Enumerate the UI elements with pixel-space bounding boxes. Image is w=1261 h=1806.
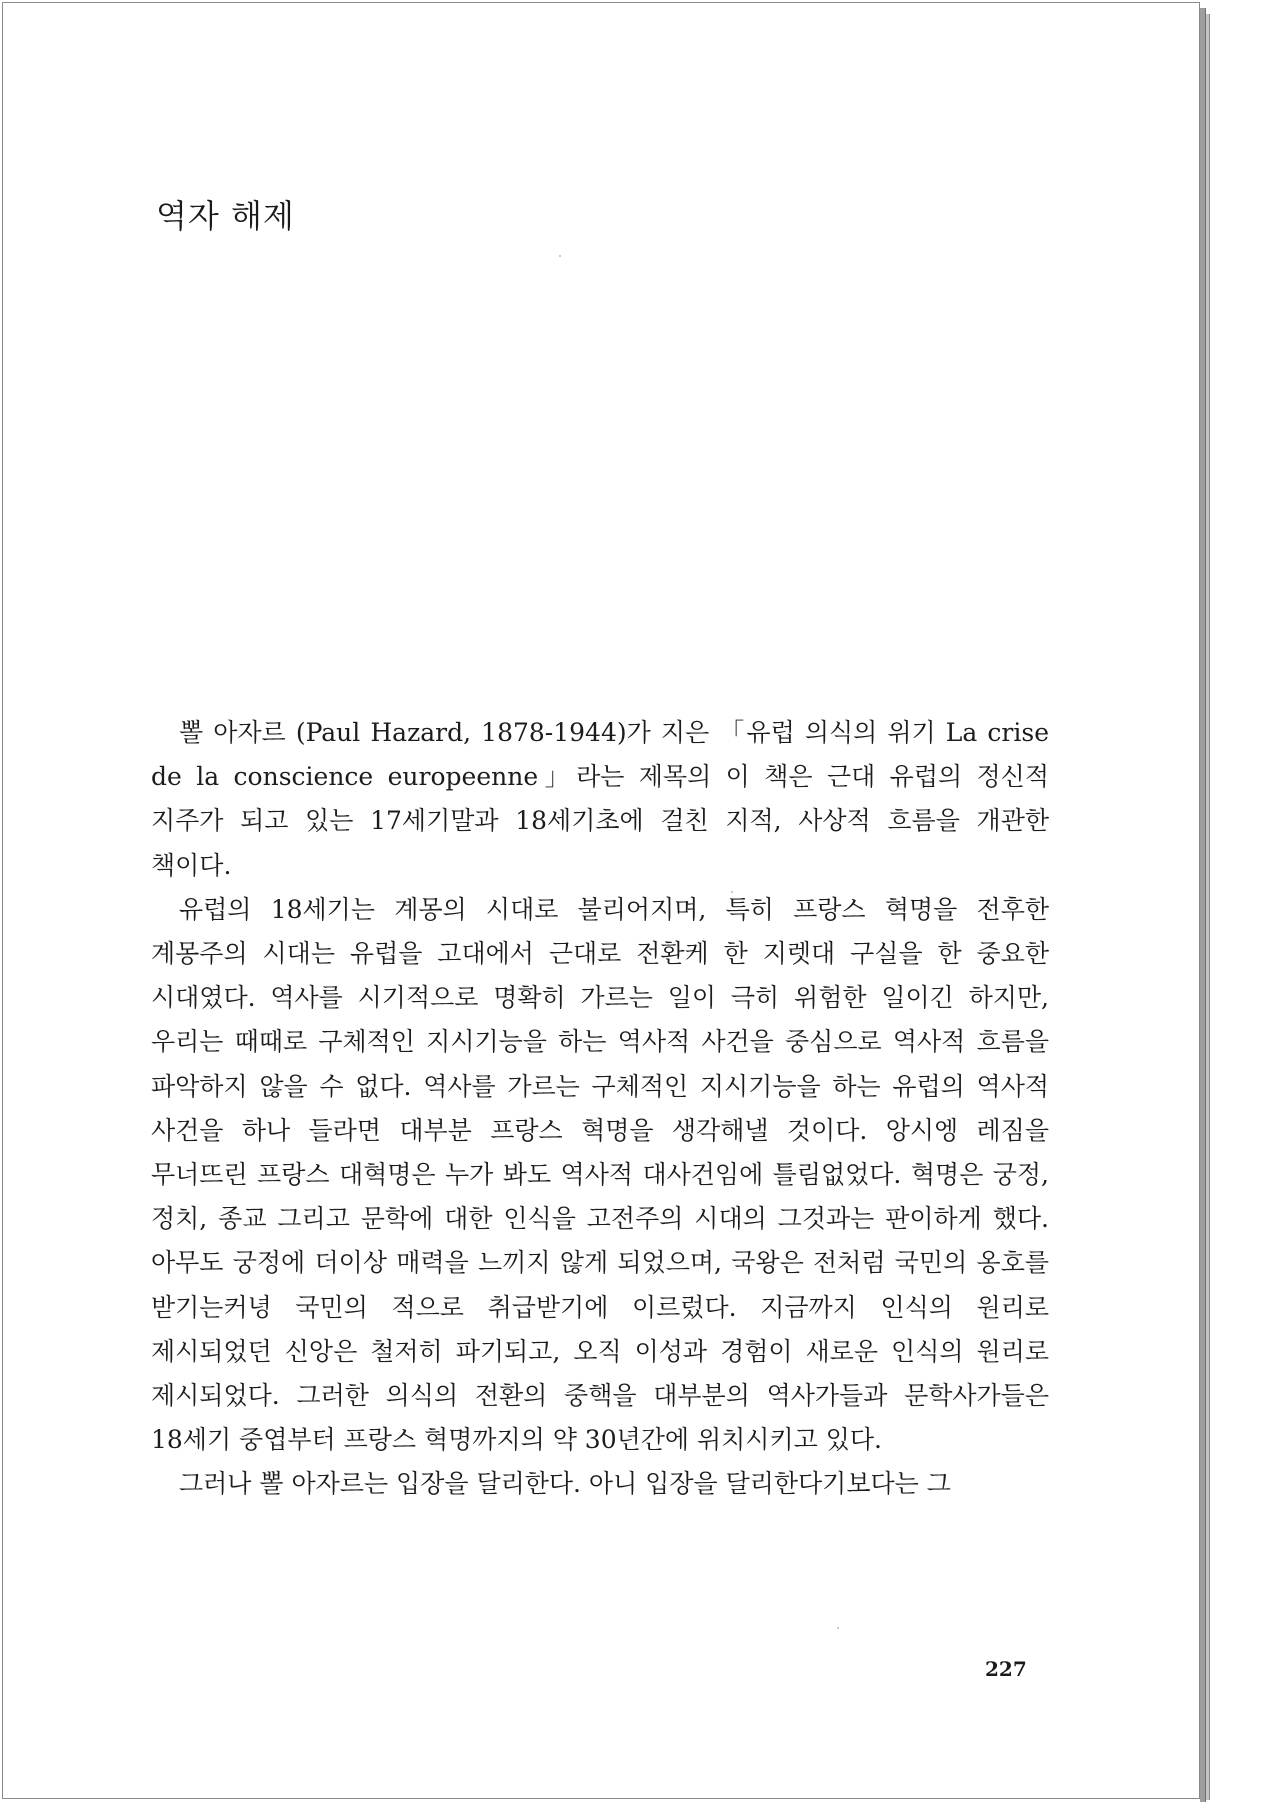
- scan-speck: [559, 255, 561, 257]
- chapter-title: 역자 해제: [156, 197, 295, 235]
- scan-speck: [731, 891, 733, 893]
- page-stack-edge: [1206, 14, 1210, 1800]
- paragraph: 뽈 아자르 (Paul Hazard, 1878-1944)가 지은 「유럽 의식의 위기 La crise de la conscience europeenne」라는 제목의 이 책은 근대 유럽의 정신적 지주가 되고 있는 17세기말과 18세기초에 걸친 지적, 사상적 흐름을 개관한 책이다.: [151, 718, 1049, 880]
- book-page: [2, 2, 1200, 1799]
- body-text: [151, 711, 1049, 1507]
- page-number: 227: [985, 1657, 1027, 1681]
- paragraph: 유럽의 18세기는 계몽의 시대로 불리어지며, 특히 프랑스 혁명을 전후한 계몽주의 시대는 유럽을 고대에서 근대로 전환케 한 지렛대 구실을 한 중요한 시대였다. 역사를 시기적으로 명확히 가르는 일이 극히 위험한 일이긴 하지만, 우리는 때때로 구체적인 지시기능을 하는 역사적 사건을 중심으로 역사적 흐름을 파악하지 않을 수 없다. 역사를 가르는 구체적인 지시기능을 하는 유럽의 역사적 사건을 하나 들라면 대부분 프랑스 혁명을 생각해낼 것이다. 앙시엥 레짐을 무너뜨린 프랑스 대혁명은 누가 봐도 역사적 대사건임에 틀림없었다. 혁명은 궁정, 정치, 종교 그리고 문학에 대한 인식을 고전주의 시대의 그것과는 판이하게 했다. 아무도 궁정에 더이상 매력을 느끼지 않게 되었으며, 국왕은 전처럼 국민의 옹호를 받기는커녕 국민의 적으로 취급받기에 이르렀다. 지금까지 인식의 원리로 제시되었던 신앙은 철저히 파기되고, 오직 이성과 경험이 새로운 인식의 원리로 제시되었다. 그러한 의식의 전환의 중핵을 대부분의 역사가들과 문학사가들은 18세기 중엽부터 프랑스 혁명까지의 약 30년간에 위치시키고 있다.: [151, 894, 1049, 1455]
- paragraph: 그러나 뽈 아자르는 입장을 달리한다. 아니 입장을 달리한다기보다는 그: [179, 1469, 951, 1499]
- scan-speck: [837, 1627, 839, 1629]
